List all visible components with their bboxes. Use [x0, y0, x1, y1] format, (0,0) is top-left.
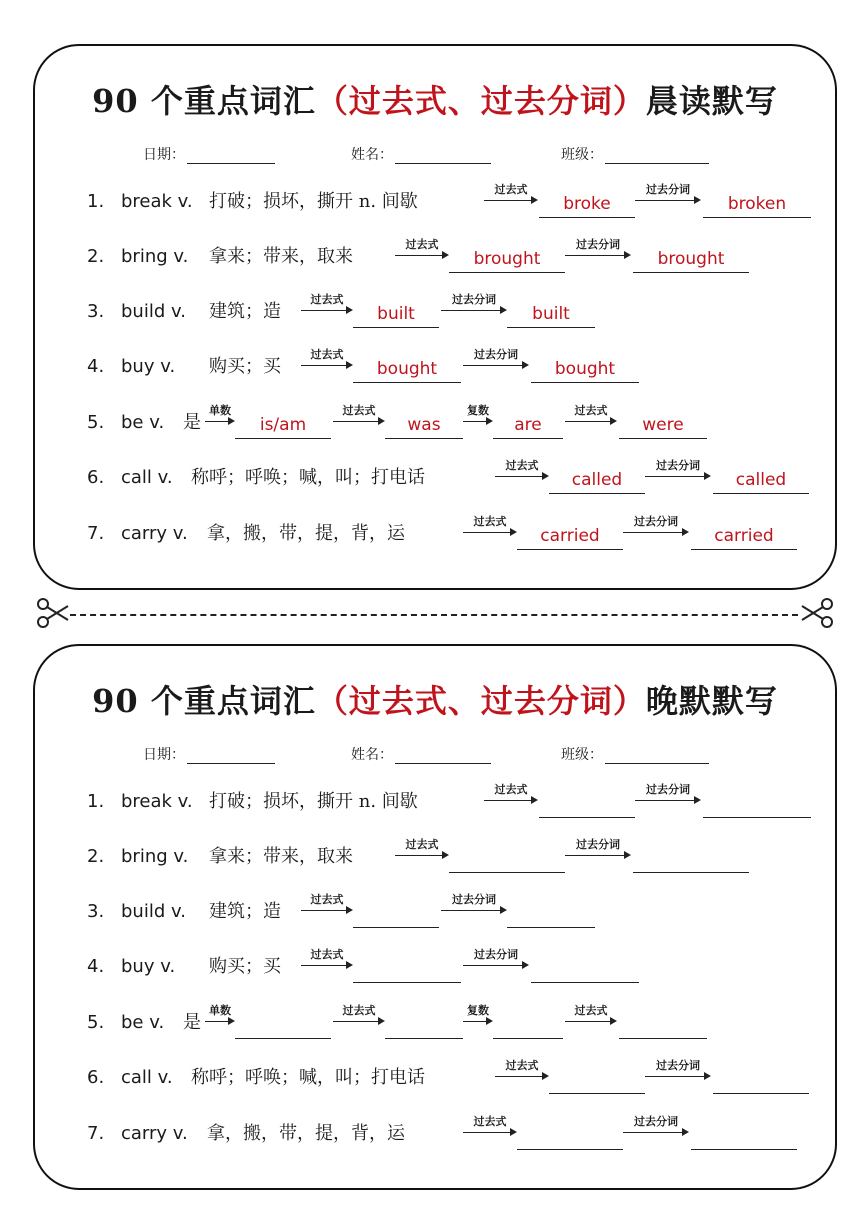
arrow-past: 过去式 — [395, 238, 449, 268]
answer-past[interactable]: called — [549, 463, 645, 494]
arrow-past-participle: 过去分词 — [463, 948, 529, 978]
answer-past-participle-blank[interactable] — [691, 1119, 797, 1150]
date-field[interactable]: 日期： — [143, 744, 275, 764]
answer-past-participle-blank[interactable] — [703, 787, 811, 818]
arrow-past-participle: 过去分词 — [623, 1115, 689, 1145]
answer-past-participle[interactable]: brought — [633, 242, 749, 273]
scissors-icon — [36, 596, 70, 630]
morning-card: 90 个重点词汇（过去式、过去分词）晨读默写 日期： 姓名： 班级： 1. break v. 打破；损坏，撕开 n. 间歇 过去式 broke 过去分词 broken 2. bring v. 拿来；带来，取来 过去式 brought 过去分词 brought 3. build v. 建筑；造 过去式 built 过去分词 built 4. buy v. 购买；买 过去式 bought 过去分词 bought 5. be v. 是 单数 is/am 过去式 was 复数 are 过去式 were 6. call v. 称呼；呼唤；喊，叫；打电话 过去式 called 过去分词 called 7. carry v. 拿，搬，带，提，背，运 过去式 carried 过去分词 carried — [33, 44, 837, 590]
answer-past-participle-blank[interactable] — [531, 952, 639, 983]
arrow-past-participle: 过去分词 — [635, 183, 701, 213]
answer-past[interactable]: was — [385, 408, 463, 439]
arrow-past: 过去式 — [484, 783, 538, 813]
class-field[interactable]: 班级： — [561, 144, 709, 164]
arrow-past-participle: 过去分词 — [463, 348, 529, 378]
name-field[interactable]: 姓名： — [351, 144, 491, 164]
class-field[interactable]: 班级： — [561, 744, 709, 764]
arrow-past: 过去式 — [495, 459, 549, 489]
date-field[interactable]: 日期： — [143, 144, 275, 164]
answer-past-participle[interactable]: bought — [531, 352, 639, 383]
arrow-past: 过去式 — [463, 515, 517, 545]
arrow-past: 过去式 — [395, 838, 449, 868]
answer-past-participle-blank[interactable] — [507, 897, 595, 928]
arrow-past: 过去式 — [301, 948, 353, 978]
arrow-past-participle: 过去分词 — [635, 783, 701, 813]
answer-past[interactable]: built — [353, 297, 439, 328]
answer-past[interactable]: broke — [539, 187, 635, 218]
arrow-past: 过去式 — [301, 348, 353, 378]
arrow-past: 过去式 — [565, 404, 617, 434]
answer-past-blank[interactable] — [353, 897, 439, 928]
answer-plural[interactable]: are — [493, 408, 563, 439]
page-title: 90 个重点词汇（过去式、过去分词）晨读默写 — [92, 82, 778, 120]
arrow-past-participle: 过去分词 — [623, 515, 689, 545]
page-title: 90 个重点词汇（过去式、过去分词）晚默默写 — [92, 682, 778, 720]
answer-past[interactable]: carried — [517, 519, 623, 550]
arrow-past-participle: 过去分词 — [645, 1059, 711, 1089]
arrow-past-participle: 过去分词 — [565, 238, 631, 268]
answer-past-plural[interactable]: were — [619, 408, 707, 439]
answer-past-blank[interactable] — [449, 842, 565, 873]
arrow-plural: 复数 — [463, 404, 493, 434]
arrow-past-participle: 过去分词 — [645, 459, 711, 489]
answer-past[interactable]: bought — [353, 352, 461, 383]
answer-singular[interactable]: is/am — [235, 408, 331, 439]
answer-past-participle[interactable]: built — [507, 297, 595, 328]
arrow-past: 过去式 — [333, 404, 385, 434]
answer-past-blank[interactable] — [517, 1119, 623, 1150]
answer-past-blank[interactable] — [353, 952, 461, 983]
answer-past-participle-blank[interactable] — [633, 842, 749, 873]
arrow-past: 过去式 — [301, 893, 353, 923]
answer-past[interactable]: brought — [449, 242, 565, 273]
answer-past-plural-blank[interactable] — [619, 1008, 707, 1039]
arrow-past: 过去式 — [463, 1115, 517, 1145]
arrow-past: 过去式 — [301, 293, 353, 323]
arrow-singular: 单数 — [205, 1004, 235, 1034]
arrow-past-participle: 过去分词 — [441, 893, 507, 923]
arrow-past: 过去式 — [333, 1004, 385, 1034]
answer-past-participle[interactable]: called — [713, 463, 809, 494]
answer-past-blank[interactable] — [385, 1008, 463, 1039]
arrow-past: 过去式 — [484, 183, 538, 213]
answer-singular-blank[interactable] — [235, 1008, 331, 1039]
arrow-singular: 单数 — [205, 404, 235, 434]
answer-past-participle[interactable]: broken — [703, 187, 811, 218]
evening-card: 90 个重点词汇（过去式、过去分词）晚默默写 日期： 姓名： 班级： 1. break v. 打破；损坏，撕开 n. 间歇 过去式 过去分词 2. bring v. 拿来；带来，取来 过去式 过去分词 3. build v. 建筑；造 过去式 过去分词 4. buy v. 购买；买 过去式 过去分词 5. be v. 是 单数 过去式 复数 过去式 6. call v. 称呼；呼唤；喊，叫；打电话 过去式 过去分词 7. carry v. 拿，搬，带，提，背，运 过去式 过去分词 — [33, 644, 837, 1190]
answer-past-blank[interactable] — [549, 1063, 645, 1094]
cut-line — [70, 614, 798, 616]
answer-past-participle-blank[interactable] — [713, 1063, 809, 1094]
arrow-past-participle: 过去分词 — [441, 293, 507, 323]
name-field[interactable]: 姓名： — [351, 744, 491, 764]
arrow-plural: 复数 — [463, 1004, 493, 1034]
arrow-past: 过去式 — [565, 1004, 617, 1034]
answer-past-blank[interactable] — [539, 787, 635, 818]
scissors-icon — [800, 596, 834, 630]
answer-plural-blank[interactable] — [493, 1008, 563, 1039]
arrow-past: 过去式 — [495, 1059, 549, 1089]
arrow-past-participle: 过去分词 — [565, 838, 631, 868]
answer-past-participle[interactable]: carried — [691, 519, 797, 550]
